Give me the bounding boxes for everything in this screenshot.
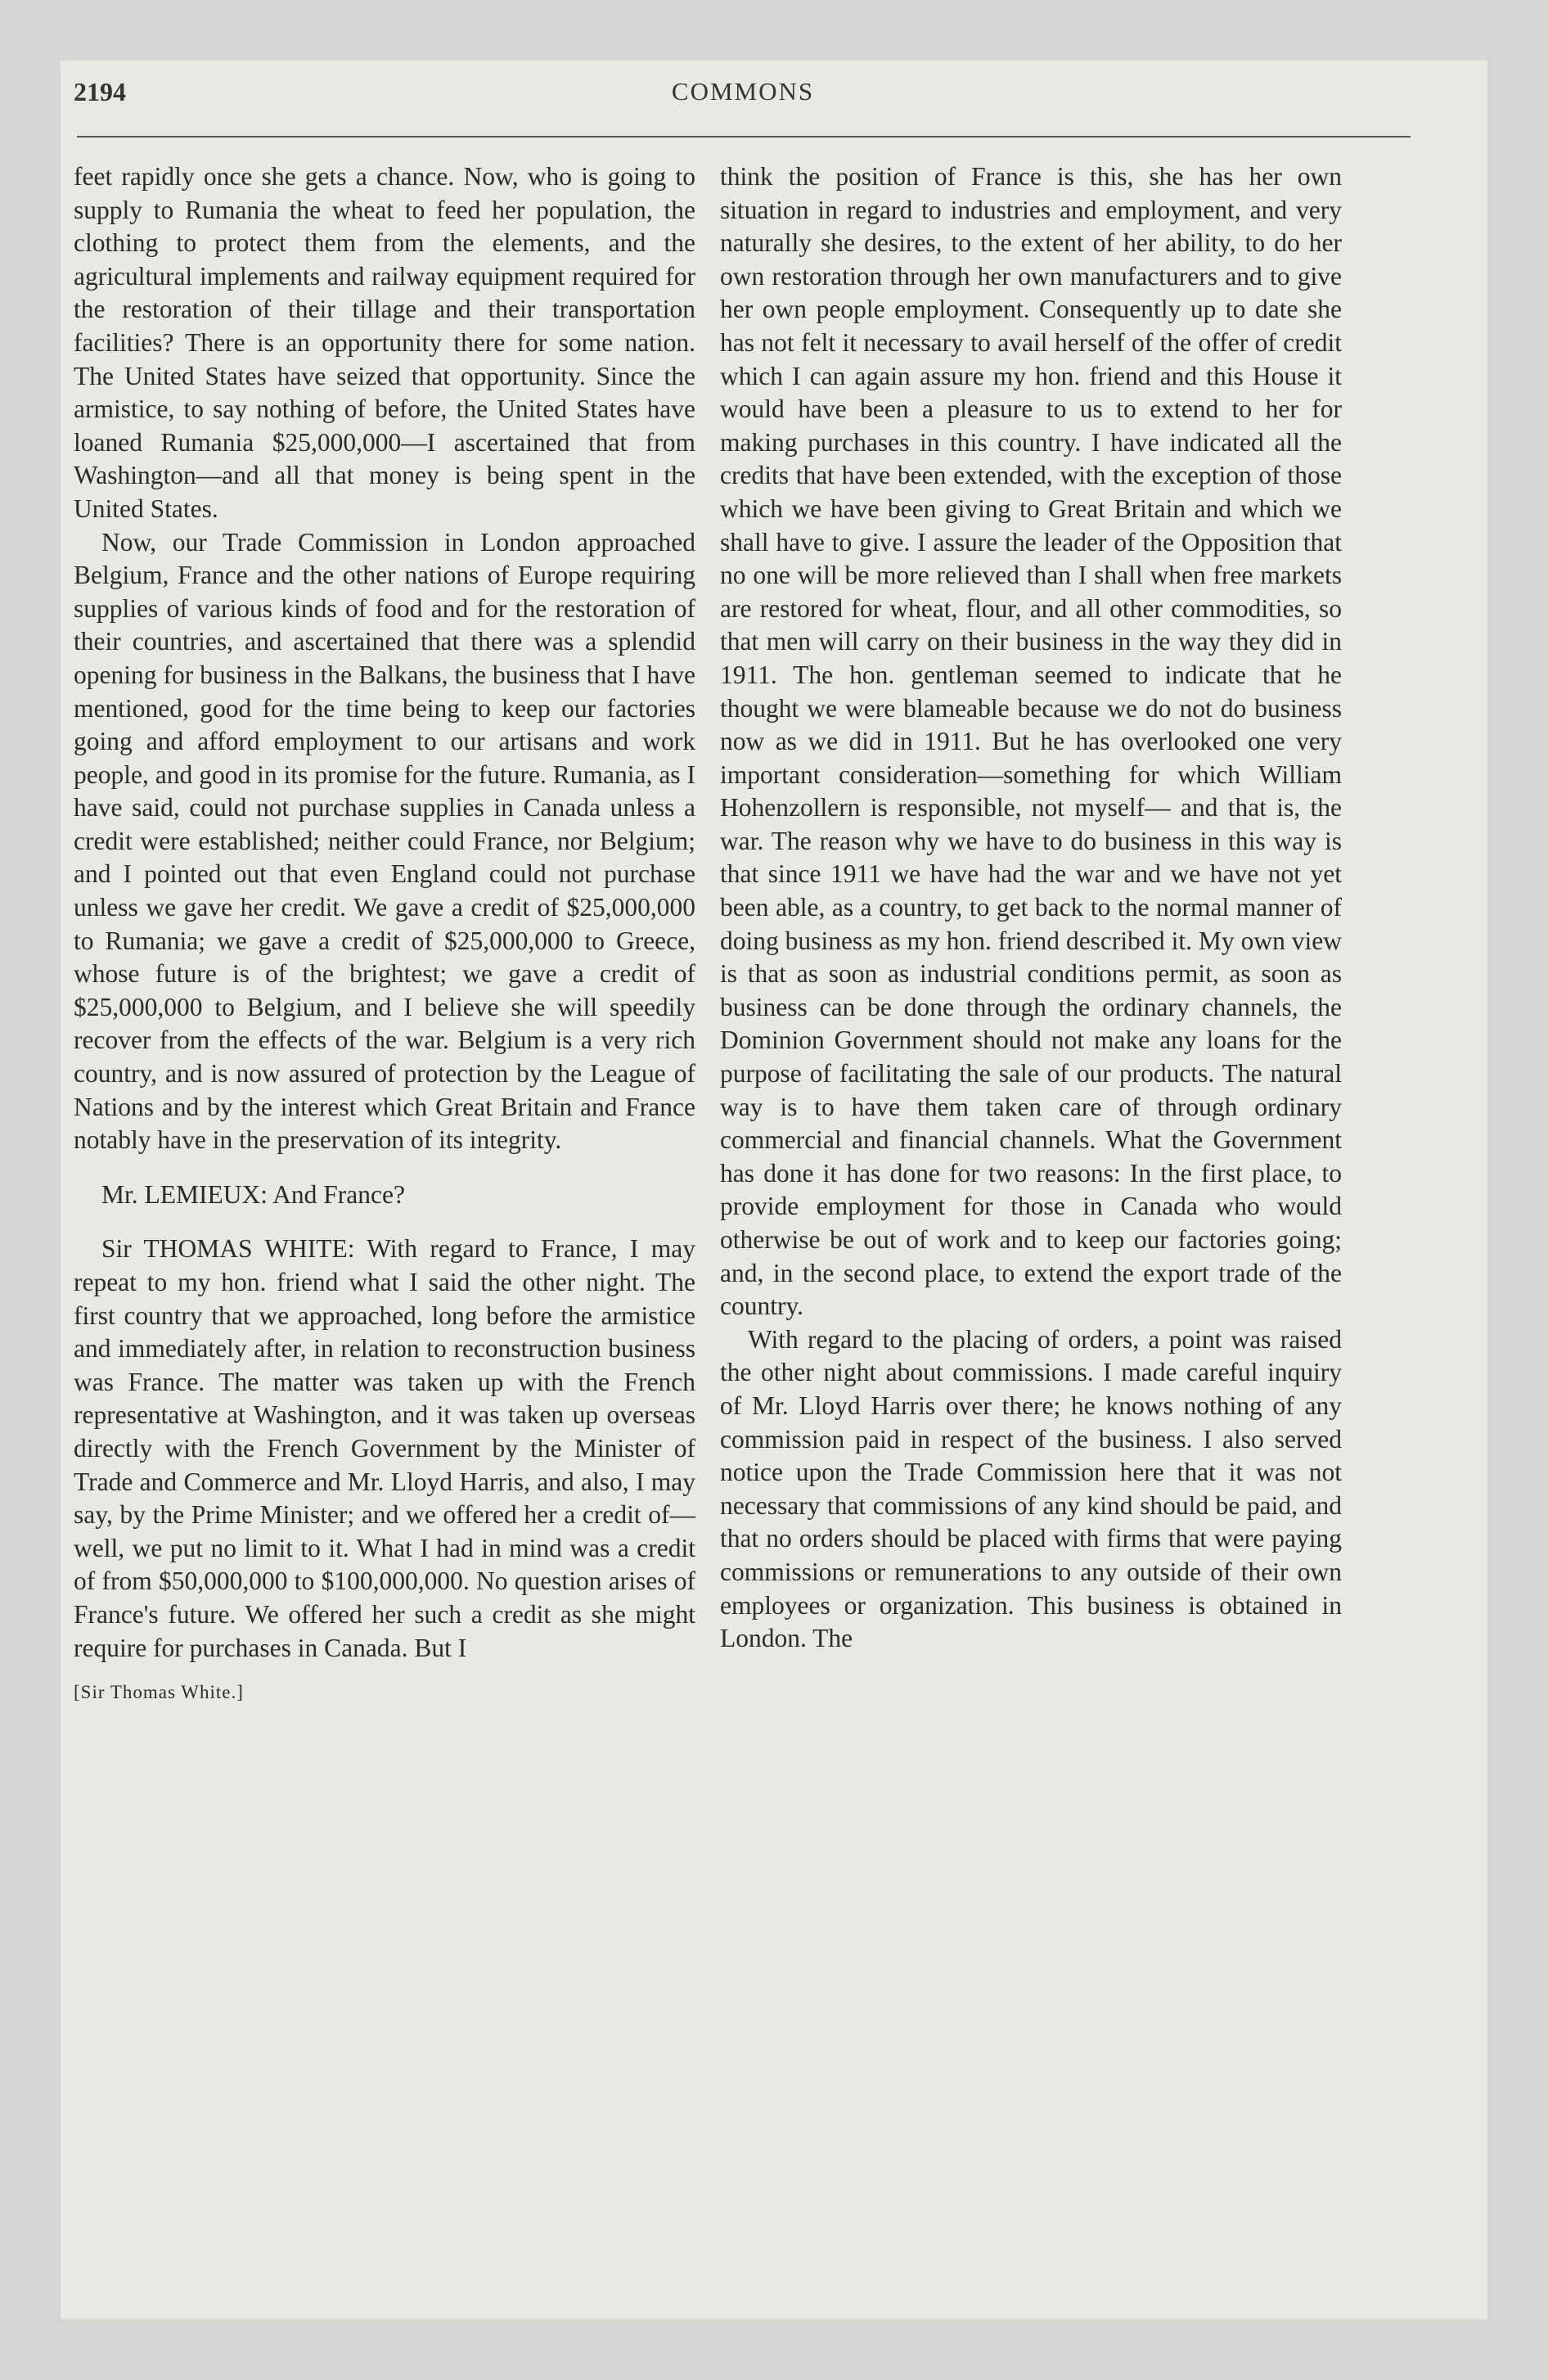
header-rule	[77, 136, 1411, 137]
page-number: 2194	[74, 77, 126, 106]
page-header	[74, 77, 1412, 110]
paragraph: With regard to the placing of orders, a point was raised the other night about commissions. I made careful inquiry of Mr. Lloyd Harris over there; he knows nothing of any commission paid in respect of the business. I also served notice upon the Trade Commission here that it was not necessary that commissions of any kind should be paid, and that no orders should be placed with firms that were paying commissions or remunerations to any outside of their own employees or organization. This business is obtained in London. The	[720, 1324, 1342, 1653]
running-title: COMMONS	[671, 77, 815, 106]
right-column	[720, 160, 1342, 1656]
speaker-paragraph: Mr. LEMIEUX: And France?	[101, 1179, 405, 1209]
paragraph: Now, our Trade Commission in London approached Belgium, France and the other nations of Europe requiring supplies of various kinds of food and for the restoration of their countries, and ascertained that there was a splendid opening for business in the Balkans, the business that I have mentioned, good for the time being to keep our factories going and afford employment to our artisans and work people, and good in its promise for the future. Rumania, as I have said, could not purchase supplies in Canada unless a credit were established; neither could France, nor Belgium; and I pointed out that even England could not purchase unless we gave her credit. We gave a credit of $25,000,000 to Rumania; we gave a credit of $25,000,000 to Greece, whose future is of the brightest; we gave a credit of $25,000,000 to Belgium, and I believe she will speedily recover from the effects of the war. Belgium is a very rich country, and is now assured of protection by the League of Nations and by the interest which Great Britain and France notably have in the preservation of its integrity.	[74, 527, 695, 1155]
speaker-paragraph: Sir THOMAS WHITE: With regard to France, I may repeat to my hon. friend what I said the other night. The first country that we approached, long before the armistice and immediately after, in relation to reconstruction business was France. The matter was taken up with the French representative at Washington, and it was taken up overseas directly with the French Government by the Minister of Trade and Commerce and Mr. Lloyd Harris, and also, I may say, by the Prime Minister; and we offered her a credit of—well, we put no limit to it. What I had in mind was a credit of from $50,000,000 to $100,000,000. No question arises of France's future. We offered her such a credit as she might require for purchases in Canada. But I	[74, 1234, 695, 1662]
speaker-footnote: [Sir Thomas White.]	[74, 1682, 244, 1703]
left-column	[74, 160, 695, 1710]
paragraph: feet rapidly once she gets a chance. Now, who is going to supply to Rumania the wheat to feed her population, the clothing to protect them from the elements, and the agricultural implements and railway equipment required for the restoration of their tillage and their transportation facilities? There is an opportunity there for some nation. The United States have seized that opportunity. Since the armistice, to say nothing of before, the United States have loaned Rumania $25,000,000—I ascertained that from Washington—and all that money is being spent in the United States.	[74, 162, 695, 523]
paragraph: think the position of France is this, she has her own situation in regard to industries and employment, and very naturally she desires, to the extent of her ability, to do her own restoration through her own manufacturers and to give her own people employment. Consequently up to date she has not felt it necessary to avail herself of the offer of credit which I can again assure my hon. friend and this House it would have been a pleasure to us to extend to her for making purchases in this country. I have indicated all the credits that have been extended, with the exception of those which we have been giving to Great Britain and which we shall have to give. I assure the leader of the Opposition that no one will be more relieved than I shall when free markets are restored for wheat, flour, and all other commodities, so that men will carry on their business in the way they did in 1911. The hon. gentleman seemed to indicate that he thought we were blameable because we do not do business now as we did in 1911. But he has overlooked one very important consideration—something for which William Hohenzollern is responsible, not myself— and that is, the war. The reason why we have to do business in this way is that since 1911 we have had the war and we have not yet been able, as a country, to get back to the normal manner of doing business as my hon. friend described it. My own view is that as soon as industrial conditions permit, as soon as business can be done through the ordinary channels, the Dominion Government should not make any loans for the purpose of facilitating the sale of our products. The natural way is to have them taken care of through ordinary commercial and financial channels. What the Government has done it has done for two reasons: In the first place, to provide employment for those in Canada who would otherwise be out of work and to keep our factories going; and, in the second place, to extend the export trade of the country.	[720, 162, 1342, 1321]
